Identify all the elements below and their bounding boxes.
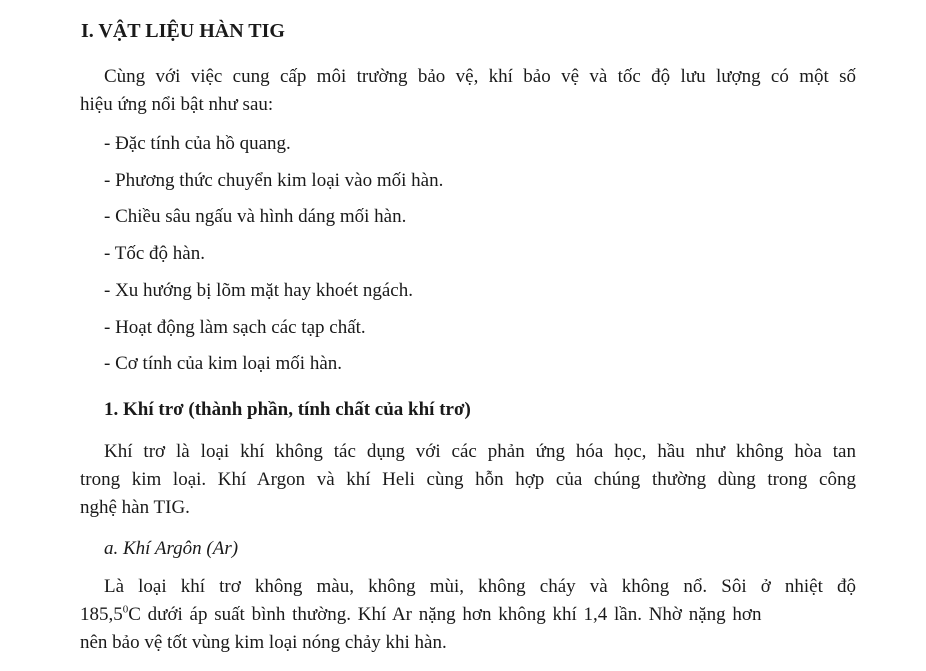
- degree-mark: 0: [122, 603, 129, 616]
- effect-item-arc: - Đặc tính của hồ quang.: [104, 133, 291, 154]
- inert-gas-line-1: Khí trơ là loại khí không tác dụng với các phản ứng hóa học, hầu như không hòa tan: [104, 441, 856, 462]
- effect-item-mechanical: - Cơ tính của kim loại mối hàn.: [104, 353, 343, 374]
- effect-item-cleaning: - Hoạt động làm sạch các tạp chất.: [104, 317, 366, 338]
- argon-title: a. Khí Argôn (Ar): [104, 538, 239, 559]
- effect-item-penetration: - Chiều sâu ngấu và hình dáng mối hàn.: [104, 206, 407, 227]
- effect-item-metal-transfer: - Phương thức chuyển kim loại vào mối hàn.: [104, 170, 444, 191]
- effect-item-speed: - Tốc độ hàn.: [104, 243, 205, 264]
- argon-line-3: nên bảo vệ tốt vùng kim loại nóng chảy khi hàn.: [80, 632, 447, 653]
- intro-line-1: Cùng với việc cung cấp môi trường bảo vệ, khí bảo vệ và tốc độ lưu lượng có một số: [104, 66, 856, 87]
- section-title: I. VẬT LIỆU HÀN TIG: [81, 20, 285, 42]
- argon-line-1: Là loại khí trơ không màu, không mùi, không cháy và không nổ. Sôi ở nhiệt độ: [104, 576, 856, 597]
- argon-line-2-text: C dưới áp suất bình thường. Khí Ar nặng hơn không khí 1,4 lần. Nhờ nặng hơn: [128, 604, 762, 625]
- argon-line-2: [80, 604, 856, 626]
- boiling-point-value: 185,5: [80, 604, 123, 625]
- inert-gas-line-2: trong kim loại. Khí Argon và khí Heli cùng hỗn hợp của chúng thường dùng trong công: [80, 469, 856, 490]
- inert-gas-line-3: nghệ hàn TIG.: [80, 497, 190, 518]
- effect-item-undercut: - Xu hướng bị lõm mặt hay khoét ngách.: [104, 280, 413, 301]
- subsection-title: 1. Khí trơ (thành phần, tính chất của khí trơ): [104, 399, 471, 420]
- intro-line-2: hiệu ứng nổi bật như sau:: [80, 94, 274, 115]
